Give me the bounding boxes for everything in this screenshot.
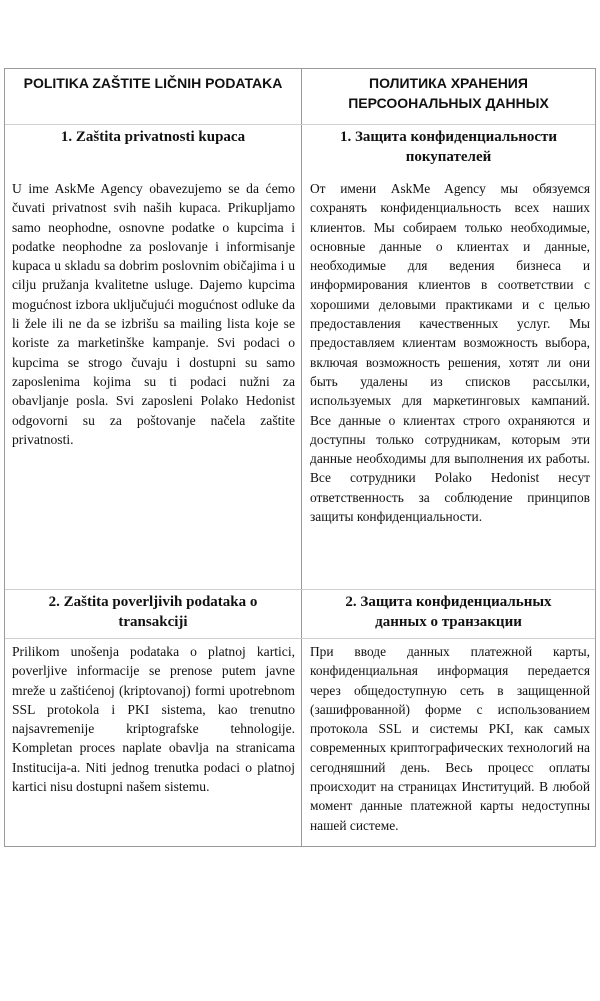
right-section1-heading: 1. Защита конфиденциальности покупателей bbox=[339, 129, 558, 165]
right-section2-body: При вводе данных платежной карты, конфиденциальная информация передается через общедоступную сеть в защищенной (зашифрованной) форме с использованием протокола SSL и системы PKI, как самых современных криптографических технологий на сегодняшний день. Весь процесс оплаты происходит на страницах Институций. В любой момент данные платежной карты недоступны нашей системе. bbox=[310, 644, 590, 833]
left-section2-heading: 2. Zaštita poverljivih podataka o transakciji bbox=[48, 594, 258, 630]
left-section1-heading: 1. Zaštita privatnosti kupaca bbox=[60, 129, 246, 145]
left-section1-body: U ime AskMe Agency obavezujemo se da ćemo čuvati privatnost svih naših kupaca. Prikupljamo samo neophodne, osnovne podatke o kupcima i podatke neophodne za poslovanje i informisanje kupaca u skladu sa dobrim poslovnim običajima i u cilju pružanja kvalitetne usluge. Dajemo kupcima mogućnost izbora uključujući mogućnost odluke da li žele ili ne da se izbrišu sa mailing lista koje se koriste za marketinške kampanje. Svi podaci o kupcima se strogo čuvaju i dostupni su samo zaposlenima kojima su ti podaci nužni za obavljanje posla. Svi zaposleni Polako Hedonist odgovorni su za poštovanje načela zaštite privatnosti. bbox=[12, 181, 295, 447]
left-section2-body: Prilikom unošenja podataka o platnoj kartici, poverljive informacije se prenose putem javne mreže u zaštićenoj (kriptovanoj) formi upotrebnom SSL protokola i PKI sistema, kao trenutno najsavremenije kriptografske tehnologije. Kompletan proces naplate obavlja na stranicama Institucija-a. Niti jednog trenutka podaci o platnoj kartici nisu dostupni našem sistemu. bbox=[12, 644, 295, 795]
right-section1-body: От имени AskMe Agency мы обязуемся сохранять конфиденциальность всех наших клиентов. Мы собираем только необходимые, основные данные о клиентах и данные, необходимые для ведения бизнеса и информирования клиентов в соответствии с хорошими деловыми практиками и с целью предоставления качественных услуг. Мы предоставляем клиентам возможность выбора, включая возможность решения, хотят ли они быть удалены из списков рассылки, используемых для маркетинговых кампаний. Все данные о клиентах строго охраняются и доступны только сотрудникам, которым эти данные необходимы для выполнения их работы. Все сотрудники Polako Hedonist несут ответственность за соблюдение принципов защиты конфиденциальности. bbox=[310, 181, 590, 525]
row-divider-2 bbox=[5, 589, 595, 590]
policy-table bbox=[4, 68, 596, 847]
right-section2-heading: 2. Защита конфиденциальных данных о транзакции bbox=[345, 594, 552, 630]
row-divider-1 bbox=[5, 124, 595, 125]
row-divider-3 bbox=[5, 638, 595, 639]
left-title: POLITIKA ZAŠTITE LIČNIH PODATAKA bbox=[23, 75, 283, 91]
right-title: ПОЛИТИКА ХРАНЕНИЯ ПЕРСООНАЛЬНЫХ ДАННЫХ bbox=[348, 75, 549, 111]
column-divider bbox=[301, 69, 302, 846]
